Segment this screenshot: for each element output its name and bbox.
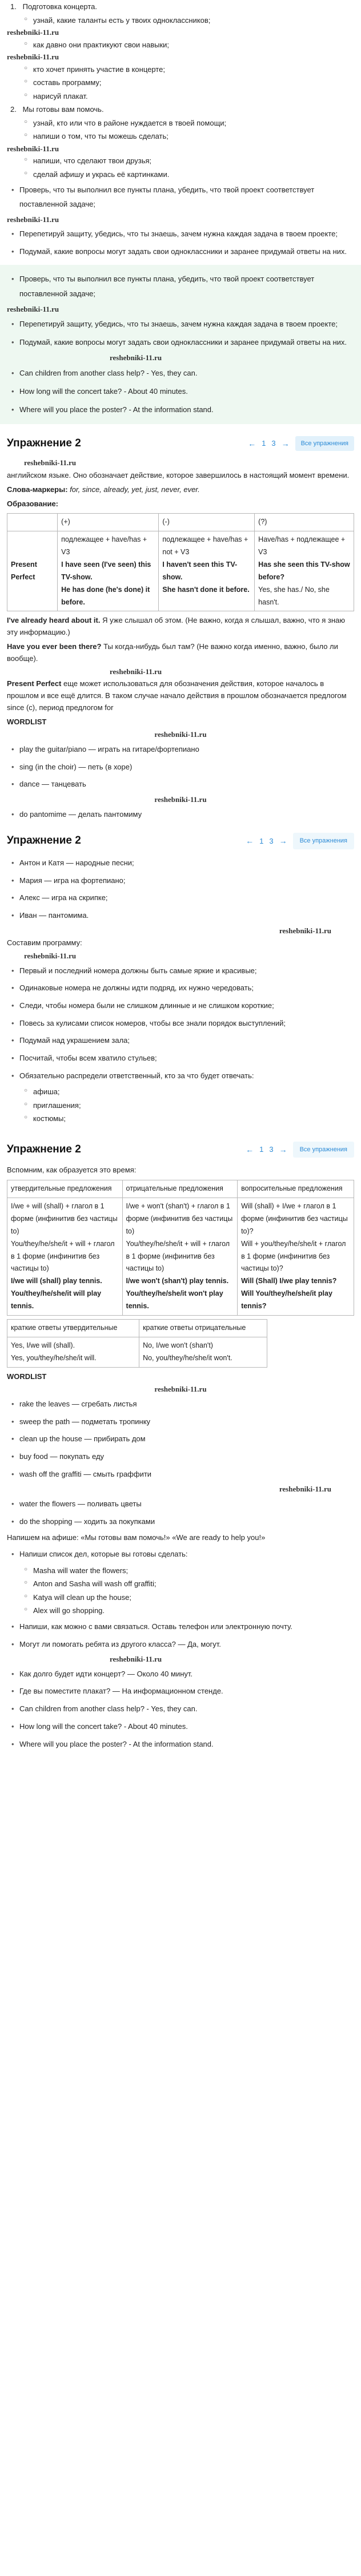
table-cell: Have/has + подлежащее + V3 Has she seen this TV-show before? Yes, she has./ No, she hasn't. [255, 531, 354, 611]
list-item: • Антон и Катя — народные песни; [10, 856, 354, 870]
all-exercises-button[interactable]: Все упражнения [295, 436, 354, 451]
exercise-nav [246, 1142, 354, 1158]
list-item: • sing (in the choir) — петь (в хоре) [10, 760, 354, 775]
list-item: • water the flowers — поливать цветы [10, 1497, 354, 1511]
exercise-nav [246, 833, 354, 849]
watermark: reshebniki-11.ru [110, 1655, 162, 1664]
program-list [10, 964, 354, 1083]
exercise-header [0, 432, 361, 455]
wordlist [10, 743, 354, 792]
exercise-title: Упражнение 2 [7, 1143, 81, 1155]
list-item: • Can children from another class help? - Yes, they can. [10, 1702, 354, 1716]
table-header: краткие ответы утвердительные [7, 1319, 139, 1337]
page-current[interactable]: 1 [262, 439, 266, 448]
highlight-box [0, 265, 361, 424]
formation-label: Образование: [7, 499, 59, 508]
exercise-title: Упражнение 2 [7, 437, 81, 449]
list-item: • Следи, чтобы номера были не слишком длинные и не слишком короткие; [10, 999, 354, 1013]
page-current[interactable]: 1 [259, 1145, 264, 1154]
plan-sub-item: ○ нарисуй плакат. [24, 91, 354, 102]
list-item: • Мария — игра на фортепиано; [10, 874, 354, 888]
table-cell: I/we + won't (shan't) + глагол в 1 форме (инфинитив без частицы to) You/they/he/she/it + will + глагол в 1 форме (инфинитив без частицы to) I/we won't (shan't) play tennis. You/they/he/she/it won't play tennis. [122, 1198, 238, 1316]
all-exercises-button[interactable]: Все упражнения [293, 1142, 354, 1158]
list-item: • Напиши список дел, которые вы готовы сделать: [10, 1547, 354, 1562]
list-item: • Can children from another class help? - Yes, they can. [10, 366, 354, 381]
list-item: • sweep the path — подметать тропинку [10, 1415, 354, 1429]
exercise-nav [248, 436, 354, 451]
wordlist [10, 1397, 354, 1481]
performers-list [10, 856, 354, 923]
final-list [10, 1620, 354, 1651]
pp-also: Present Perfect еще может использоваться для обозначения действия, которое началось в прошлом и все ещё длится. В таком случае начало действия в прошлом обозначается предлогом since (с), период предлогом for [7, 679, 347, 712]
watermark: reshebniki-11.ru [110, 667, 162, 676]
final-sub-list [24, 1565, 354, 1616]
wordlist-title: WORDLIST [7, 717, 47, 726]
example-heard: I've already heard about it. Я уже слышал об этом. (Не важно, когда я слышал, важно, что я знаю эту информацию.) [7, 616, 345, 637]
list-item: • Повесь за кулисами список номеров, чтобы все знали порядок выступлений; [10, 1017, 354, 1031]
page-current[interactable]: 1 [259, 836, 264, 845]
pp-intro: английском языке. Оно обозначает действие, которое завершилось в настоящий момент времени. [7, 470, 350, 479]
plan-sub-item: ○ узнай, какие таланты есть у твоих одноклассников; [24, 15, 354, 26]
plan-step [10, 1, 354, 13]
highlight-list-b [10, 317, 354, 350]
plan-sub-list-1c [24, 64, 354, 102]
page-number[interactable]: 3 [269, 836, 274, 845]
list-item: • Одинаковые номера не должны идти подряд, их нужно чередовать; [10, 981, 354, 995]
list-item: • Посчитай, чтобы всем хватило стульев; [10, 1051, 354, 1066]
watermark: reshebniki-11.ru [154, 1385, 207, 1394]
final-lead-list [10, 1547, 354, 1562]
list-item: • Напиши, как можно с вами связаться. Оставь телефон или электронную почту. [10, 1620, 354, 1634]
next-arrow-icon[interactable]: → [279, 836, 287, 846]
watermark: reshebniki-11.ru [7, 215, 59, 224]
wordlist-title: WORDLIST [7, 1372, 47, 1381]
list-item: • Перепетируй защиту, убедись, что ты знаешь, зачем нужна каждая задача в твоем проекте; [10, 317, 354, 332]
table-cell: I/we + will (shall) + глагол в 1 форме (инфинитив без частицы to) You/they/he/she/it + will + глагол в 1 форме (инфинитив без частицы to) I/we will (shall) play tennis. You/they/he/she/it will play tennis. [7, 1198, 123, 1316]
example-been: Have you ever been there? Ты когда-нибудь был там? (Не важно когда именно, важно, было ли вообще). [7, 642, 338, 663]
next-arrow-icon[interactable]: → [281, 438, 290, 448]
plan-step [10, 104, 354, 115]
program-sub-list [24, 1086, 354, 1124]
highlight-list [10, 272, 354, 301]
list-item: • How long will the concert take? - About 40 minutes. [10, 384, 354, 399]
table-cell: подлежащее + have/has + not + V3 I haven't seen this TV-show. She hasn't done it before. [159, 531, 255, 611]
table-header: (+) [58, 514, 159, 531]
future-table [7, 1180, 354, 1316]
list-item: • Подумай над украшением зала; [10, 1034, 354, 1048]
watermark: reshebniki-11.ru [7, 53, 59, 62]
list-item: • Иван — пантомима. [10, 909, 354, 923]
table-header: (-) [159, 514, 255, 531]
watermark: reshebniki-11.ru [24, 458, 77, 467]
prev-arrow-icon[interactable]: ← [248, 438, 256, 448]
future-intro: Вспомним, как образуется это время: [7, 1166, 137, 1175]
plan-sub-list-2 [24, 118, 354, 142]
highlight-list-c [10, 366, 354, 417]
watermark: reshebniki-11.ru [154, 730, 207, 739]
markers: Слова-маркеры: for, since, already, yet, just, never, ever. [7, 485, 200, 494]
final-intro: Напишем на афише: «Мы готовы вам помочь!» «We are ready to help you!» [7, 1533, 266, 1542]
list-item: • Where will you place the poster? - At the information stand. [10, 1738, 354, 1752]
list-item: • rake the leaves — сгребать листья [10, 1397, 354, 1412]
pp-table [7, 513, 354, 611]
plan-sub-item: ○ сделай афишу и укрась её картинками. [24, 169, 354, 180]
table-row-label: Present Perfect [7, 531, 58, 611]
plan-sub-item: ○ узнай, кто или что в районе нуждается в твоей помощи; [24, 118, 354, 129]
list-item: • Перепетируй защиту, убедись, что ты знаешь, зачем нужна каждая задача в твоем проекте; [10, 227, 354, 241]
plan-sub-item: ○ напиши, что сделают твои друзья; [24, 155, 354, 167]
plan-sub-item: ○ кто хочет принять участие в концерте; [24, 64, 354, 75]
table-cell: подлежащее + have/has + V3 I have seen (I've seen) this TV-show. He has done (he's done) it before. [58, 531, 159, 611]
step-number: 2. [10, 105, 17, 114]
step-label: Мы готовы вам помочь. [22, 105, 104, 114]
page-number[interactable]: 3 [271, 439, 276, 448]
watermark: reshebniki-11.ru [7, 28, 59, 37]
program-title: Составим программу: [7, 938, 82, 948]
list-item: • wash off the graffiti — смыть граффити [10, 1468, 354, 1482]
list-item: ○ костюмы; [24, 1113, 354, 1124]
list-item: • Подумай, какие вопросы могут задать свои одноклассники и заранее придумай ответы на них. [10, 245, 354, 259]
list-item: • How long will the concert take? - About 40 minutes. [10, 1720, 354, 1734]
table-cell: Yes, I/we will (shall). Yes, you/they/he/she/it will. [7, 1337, 139, 1367]
watermark: reshebniki-11.ru [110, 353, 162, 362]
list-item: • Обязательно распредели ответственный, кто за что будет отвечать: [10, 1069, 354, 1083]
list-item: ○ Alex will go shopping. [24, 1605, 354, 1616]
plan-sub-list-2b [24, 155, 354, 180]
plan-sub-item: ○ напиши о том, что ты можешь сделать; [24, 131, 354, 142]
page [0, 1, 361, 1772]
table-header: вопросительные предложения [238, 1180, 354, 1198]
list-item: • Проверь, что ты выполнил все пункты плана, убедить, что твой проект соответствует поставленной задаче; [10, 272, 354, 301]
list-item: • do the shopping — ходить за покупками [10, 1515, 354, 1529]
list-item: • clean up the house — прибирать дом [10, 1432, 354, 1446]
exercise-header [0, 829, 361, 853]
list-item: • Где вы поместите плакат? — На информационном стенде. [10, 1684, 354, 1699]
advice-list-b [10, 227, 354, 259]
watermark: reshebniki-11.ru [154, 795, 207, 804]
plan-sub-item: ○ как давно они практикуют свои навыки; [24, 39, 354, 51]
step-label: Подготовка концерта. [22, 2, 98, 11]
plan-sub-item: ○ составь программу; [24, 77, 354, 88]
list-item: • Алекс — игра на скрипке; [10, 891, 354, 905]
table-header: (?) [255, 514, 354, 531]
watermark: reshebniki-11.ru [24, 951, 77, 960]
wordlist-b [10, 1497, 354, 1529]
list-item: ○ афиша; [24, 1086, 354, 1098]
final-list-b [10, 1667, 354, 1751]
wordlist-b [10, 808, 354, 822]
page-number[interactable]: 3 [269, 1145, 274, 1154]
list-item: • Where will you place the poster? - At the information stand. [10, 402, 354, 417]
plan-steps [10, 1, 354, 13]
list-item: • buy food — покупать еду [10, 1450, 354, 1464]
list-item: ○ Anton and Sasha will wash off graffiti; [24, 1578, 354, 1590]
table-cell: Will (shall) + I/we + глагол в 1 форме (инфинитив без частицы to)? Will + you/they/he/she/it + глагол в 1 форме (инфинитив без частицы to)? Will (Shall) I/we play tennis? Will You/they/he/she/it play tennis? [238, 1198, 354, 1316]
watermark: reshebniki-11.ru [7, 144, 59, 153]
table-cell: No, I/we won't (shan't) No, you/they/he/she/it won't. [139, 1337, 267, 1367]
list-item: • play the guitar/piano — играть на гитаре/фортепиано [10, 743, 354, 757]
all-exercises-button[interactable]: Все упражнения [293, 833, 354, 849]
list-item: ○ Katya will clean up the house; [24, 1592, 354, 1603]
list-item: • Проверь, что ты выполнил все пункты плана, убедить, что твой проект соответствует поставленной задаче; [10, 183, 354, 211]
list-item: ○ Masha will water the flowers; [24, 1565, 354, 1577]
list-item: • dance — танцевать [10, 777, 354, 792]
list-item: • Как долго будет идти концерт? — Около 40 минут. [10, 1667, 354, 1682]
plan-sub-list-1 [24, 15, 354, 26]
list-item: • Могут ли помогать ребята из другого класса? — Да, могут. [10, 1638, 354, 1652]
watermark: reshebniki-11.ru [7, 304, 59, 313]
advice-list [10, 183, 354, 211]
next-arrow-icon[interactable]: → [279, 1144, 287, 1154]
prev-arrow-icon[interactable]: ← [246, 836, 254, 846]
table-header: утвердительные предложения [7, 1180, 123, 1198]
watermark: reshebniki-11.ru [279, 1485, 331, 1494]
step-number: 1. [10, 2, 17, 11]
prev-arrow-icon[interactable]: ← [246, 1144, 254, 1154]
table-header: краткие ответы отрицательные [139, 1319, 267, 1337]
plan-steps-2 [10, 104, 354, 115]
short-answers-table [7, 1319, 267, 1368]
watermark: reshebniki-11.ru [279, 926, 331, 935]
list-item: ○ приглашения; [24, 1100, 354, 1111]
plan-sub-list-1b [24, 39, 354, 51]
table-header [7, 514, 58, 531]
list-item: • Подумай, какие вопросы могут задать свои одноклассники и заранее придумай ответы на них. [10, 335, 354, 350]
table-header: отрицательные предложения [122, 1180, 238, 1198]
list-item: • do pantomime — делать пантомиму [10, 808, 354, 822]
exercise-header [0, 1138, 361, 1162]
exercise-title: Упражнение 2 [7, 835, 81, 847]
list-item: • Первый и последний номера должны быть самые яркие и красивые; [10, 964, 354, 978]
